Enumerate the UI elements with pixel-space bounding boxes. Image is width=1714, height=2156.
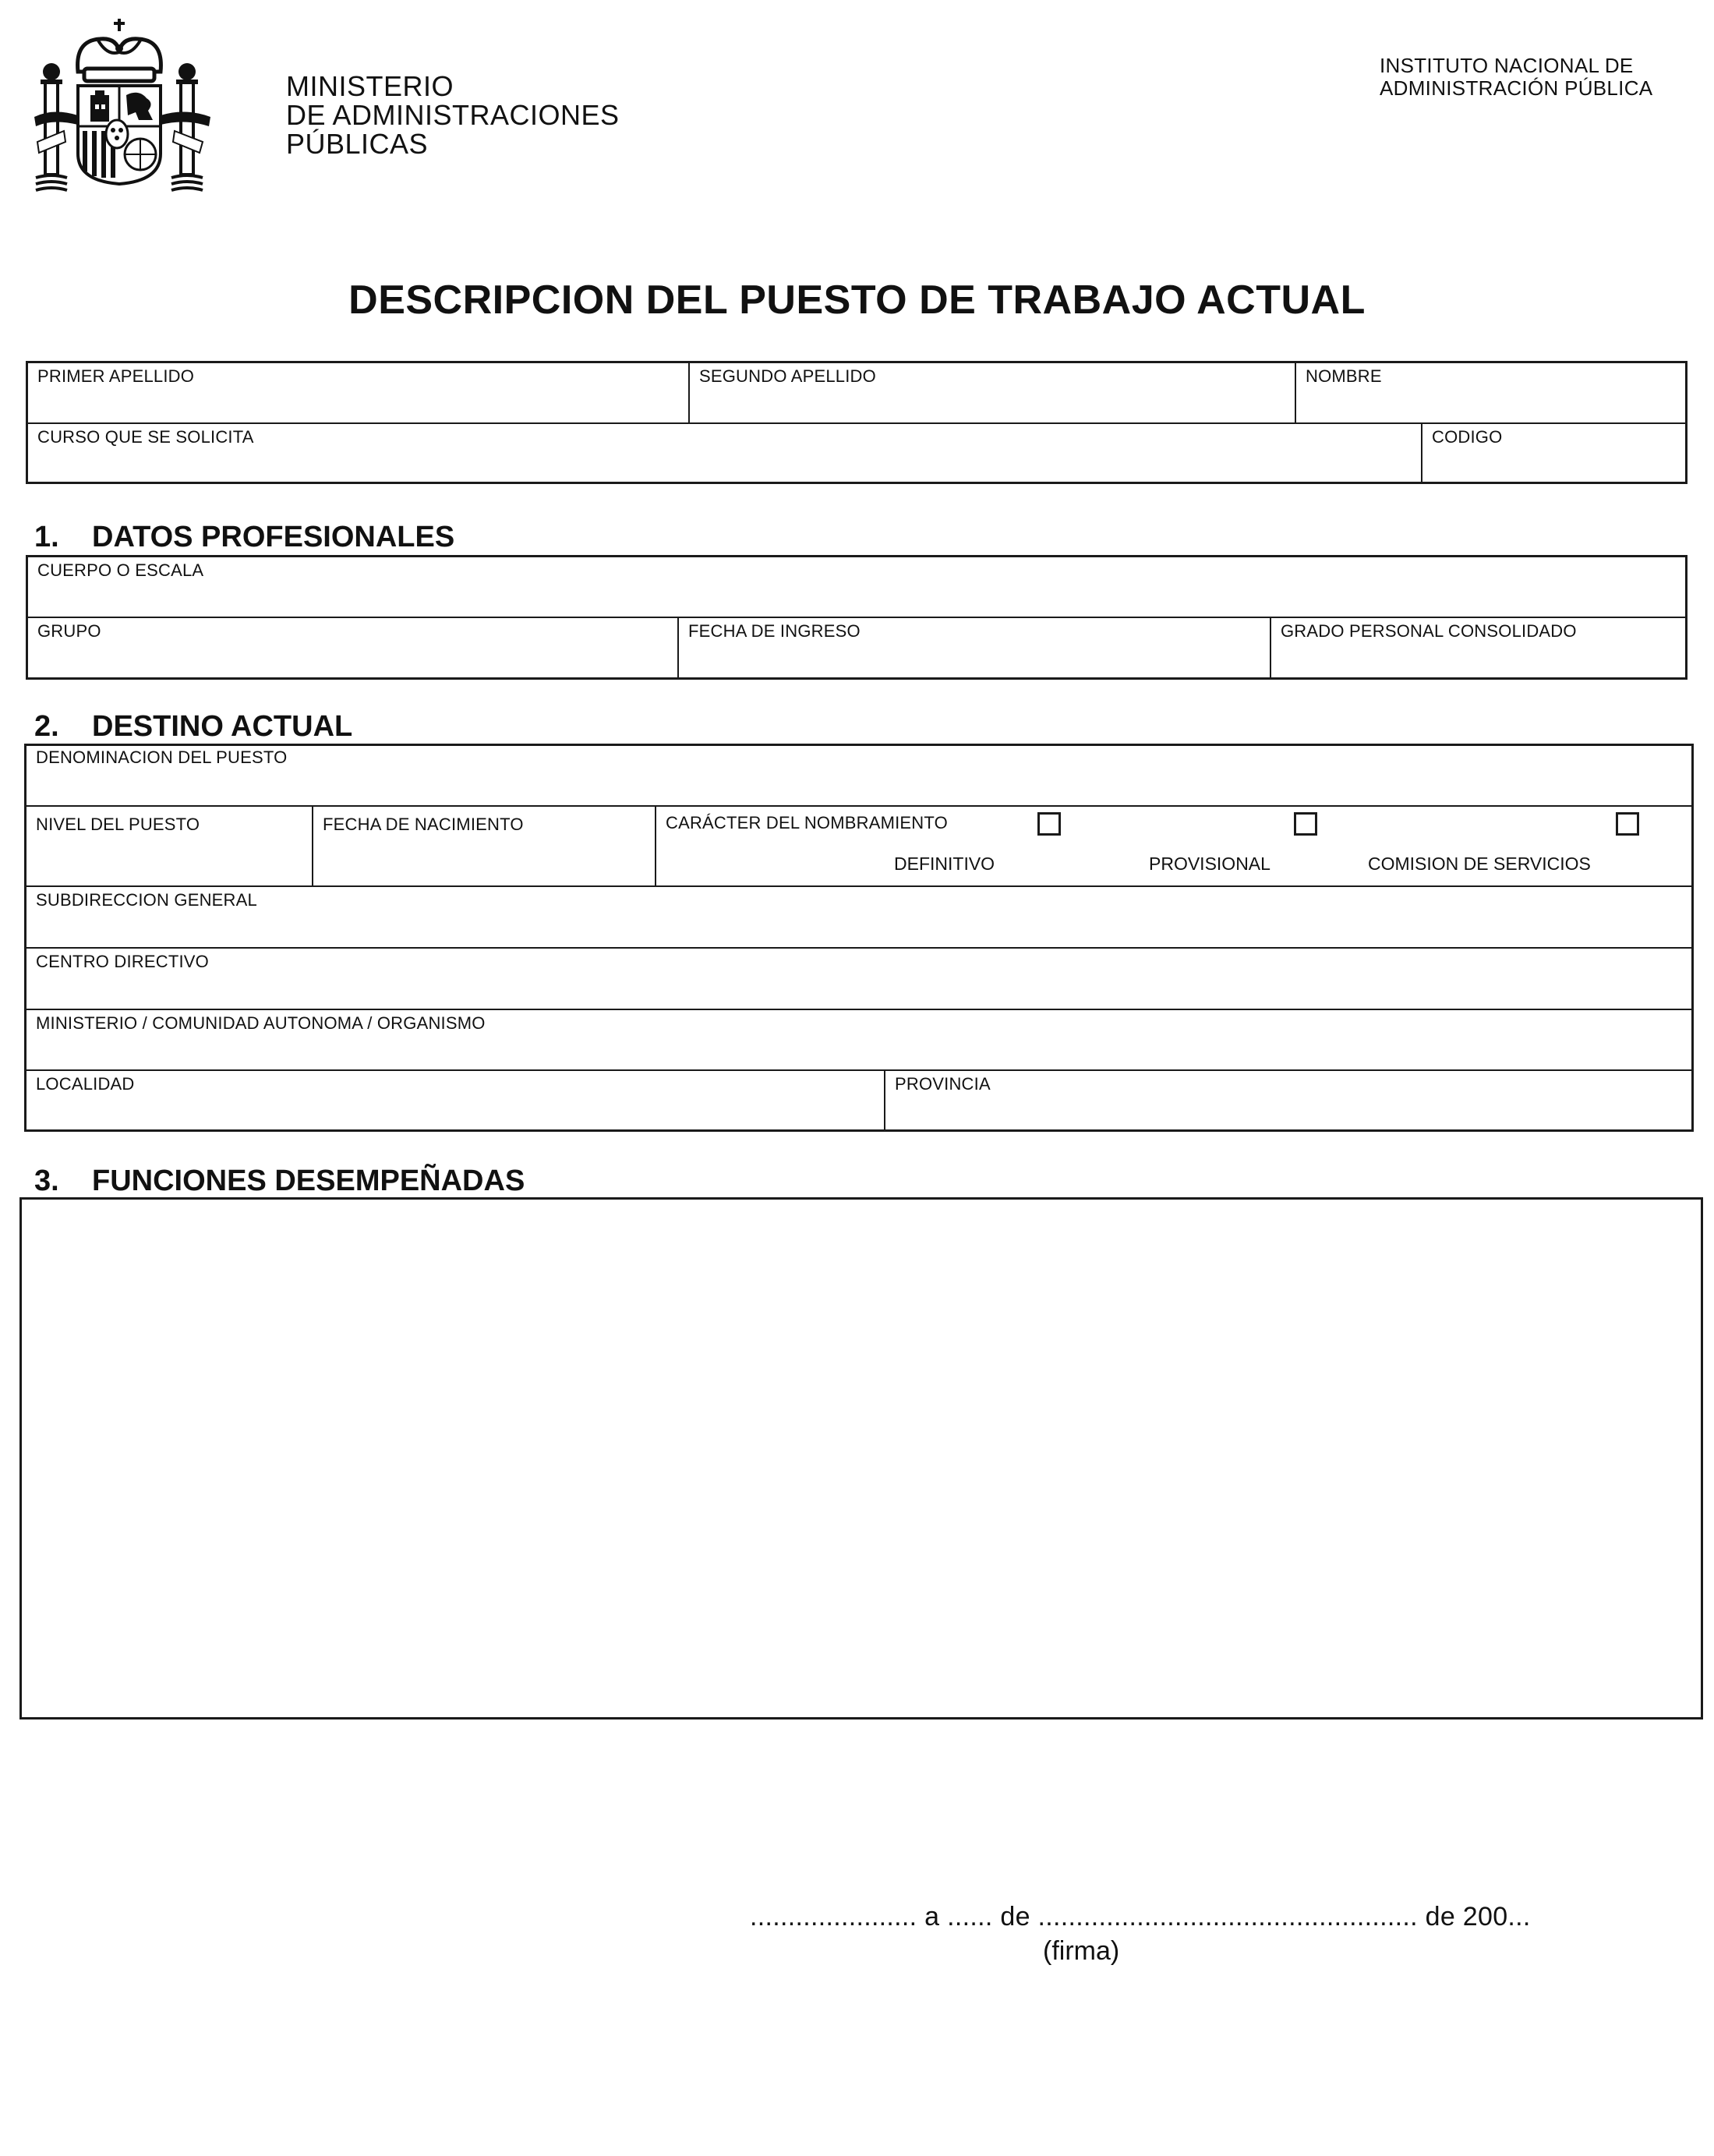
institute-line-2: ADMINISTRACIÓN PÚBLICA <box>1380 76 1653 100</box>
section-2-row-subdireccion <box>27 887 1691 949</box>
date-de-year: de 200... <box>1425 1902 1531 1932</box>
provincia-label: PROVINCIA <box>895 1074 991 1094</box>
nivel-label: NIVEL DEL PUESTO <box>36 815 200 834</box>
section-2-heading <box>34 710 352 744</box>
provisional-label: PROVISIONAL <box>1149 854 1270 874</box>
section-2-number: 2. <box>34 710 59 743</box>
funciones-textarea[interactable] <box>27 1204 1696 1712</box>
field-codigo <box>1421 424 1685 482</box>
provincia-input[interactable] <box>892 1097 1685 1125</box>
field-curso <box>28 424 1421 482</box>
day-dots[interactable]: ...... <box>947 1902 993 1932</box>
nombre-label: NOMBRE <box>1306 366 1382 386</box>
field-ministerio <box>27 1010 1691 1069</box>
section-2-row-denominacion <box>27 746 1691 807</box>
section-3-heading <box>34 1165 525 1198</box>
fecha-ingreso-input[interactable] <box>685 645 1263 673</box>
section-2-row-centro <box>27 949 1691 1010</box>
segundo-apellido-label: SEGUNDO APELLIDO <box>699 366 876 386</box>
applicant-box <box>26 361 1687 484</box>
ministerio-input[interactable] <box>33 1037 1685 1065</box>
field-cuerpo <box>28 557 1685 617</box>
nivel-input[interactable] <box>33 853 306 881</box>
caracter-label: CARÁCTER DEL NOMBRAMIENTO <box>666 813 948 832</box>
field-nombre <box>1295 363 1685 422</box>
field-denominacion <box>27 746 1691 805</box>
grado-label: GRADO PERSONAL CONSOLIDADO <box>1281 621 1577 641</box>
institute-name <box>1380 55 1652 100</box>
codigo-input[interactable] <box>1429 449 1679 477</box>
segundo-apellido-input[interactable] <box>696 390 1288 418</box>
field-caracter-nombramiento <box>655 807 1691 885</box>
nombre-input[interactable] <box>1302 390 1679 418</box>
firma-label: (firma) <box>1043 1936 1120 1966</box>
centro-directivo-input[interactable] <box>33 976 1685 1004</box>
section-2-box <box>24 744 1694 1132</box>
page-title: DESCRIPCION DEL PUESTO DE TRABAJO ACTUAL <box>348 277 1366 323</box>
field-fecha-ingreso <box>677 618 1270 677</box>
date-a: a <box>924 1902 940 1932</box>
localidad-input[interactable] <box>33 1097 878 1125</box>
localidad-label: LOCALIDAD <box>36 1074 135 1094</box>
provisional-checkbox[interactable] <box>1294 812 1317 836</box>
date-place-line <box>750 1902 1531 1932</box>
cuerpo-input[interactable] <box>34 584 1679 612</box>
definitivo-checkbox[interactable] <box>1037 812 1061 836</box>
section-1-number: 1. <box>34 521 59 553</box>
comision-servicios-checkbox[interactable] <box>1616 812 1639 836</box>
curso-input[interactable] <box>34 449 1415 477</box>
section-3-title: FUNCIONES DESEMPEÑADAS <box>92 1165 525 1197</box>
applicant-row-names <box>28 363 1685 424</box>
field-primer-apellido <box>28 363 688 422</box>
grupo-input[interactable] <box>34 645 671 673</box>
applicant-row-course <box>28 424 1685 482</box>
institute-line-1: INSTITUTO NACIONAL DE <box>1380 54 1634 77</box>
fecha-nacimiento-input[interactable] <box>320 853 648 881</box>
subdireccion-label: SUBDIRECCION GENERAL <box>36 890 257 910</box>
field-localidad <box>27 1071 884 1129</box>
section-2-row-ministerio <box>27 1010 1691 1071</box>
field-centro-directivo <box>27 949 1691 1009</box>
section-2-row-localidad <box>27 1071 1691 1129</box>
fecha-ingreso-label: FECHA DE INGRESO <box>688 621 861 641</box>
subdireccion-input[interactable] <box>33 914 1685 942</box>
date-de-1: de <box>1000 1902 1030 1932</box>
field-subdireccion <box>27 887 1691 947</box>
month-dots[interactable]: .................................................. <box>1037 1902 1418 1932</box>
section-1-box <box>26 555 1687 680</box>
field-grado <box>1270 618 1685 677</box>
grupo-label: GRUPO <box>37 621 101 641</box>
place-dots[interactable]: ...................... <box>750 1902 917 1932</box>
primer-apellido-label: PRIMER APELLIDO <box>37 366 195 386</box>
ministerio-label: MINISTERIO / COMUNIDAD AUTONOMA / ORGANISMO <box>36 1013 486 1033</box>
ministry-name <box>286 72 620 158</box>
section-3-number: 3. <box>34 1165 59 1197</box>
field-fecha-nacimiento <box>312 807 655 885</box>
centro-directivo-label: CENTRO DIRECTIVO <box>36 952 209 971</box>
field-provincia <box>884 1071 1691 1129</box>
fecha-nacimiento-label: FECHA DE NACIMIENTO <box>323 815 524 834</box>
section-2-title: DESTINO ACTUAL <box>92 710 353 743</box>
curso-label: CURSO QUE SE SOLICITA <box>37 427 254 447</box>
section-2-row-nivel <box>27 807 1691 887</box>
codigo-label: CODIGO <box>1432 427 1503 447</box>
cuerpo-label: CUERPO O ESCALA <box>37 560 204 580</box>
ministry-line-1: MINISTERIO <box>286 70 454 102</box>
denominacion-input[interactable] <box>33 772 1685 801</box>
comision-servicios-label: COMISION DE SERVICIOS <box>1368 854 1591 874</box>
section-1-row-grupo <box>28 618 1685 677</box>
primer-apellido-input[interactable] <box>34 390 682 418</box>
ministry-line-3: PÚBLICAS <box>286 128 429 160</box>
field-nivel <box>27 807 312 885</box>
field-segundo-apellido <box>688 363 1295 422</box>
denominacion-label: DENOMINACION DEL PUESTO <box>36 748 288 767</box>
definitivo-label: DEFINITIVO <box>894 854 995 874</box>
section-1-row-cuerpo <box>28 557 1685 618</box>
spain-coat-of-arms-icon <box>30 17 217 193</box>
grado-input[interactable] <box>1278 645 1679 673</box>
ministry-line-2: DE ADMINISTRACIONES <box>286 99 620 131</box>
funciones-box <box>19 1197 1703 1719</box>
section-1-title: DATOS PROFESIONALES <box>92 521 455 553</box>
section-1-heading <box>34 521 454 554</box>
field-grupo <box>28 618 677 677</box>
